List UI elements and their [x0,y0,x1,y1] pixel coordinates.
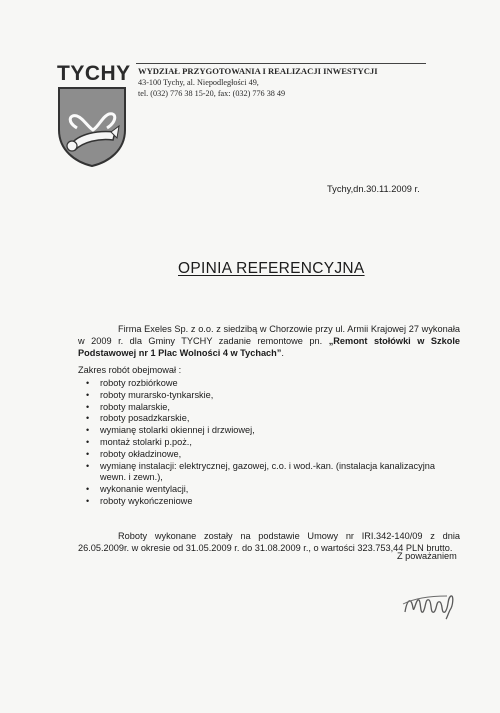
bullet-icon: • [86,401,90,412]
list-item: • roboty murarsko-tynkarskie, [86,389,214,400]
list-item: • roboty malarskie, [86,401,170,412]
intro-text-2: . [281,348,284,358]
list-item: • wymianę stolarki okiennej i drzwiowej, [86,425,255,436]
list-item: • roboty okładzinowe, [86,448,182,459]
contract-text: Roboty wykonane zostały na podstawie Umowy nr IRI.342-140/09 z dnia 26.05.2009r. w okresie od 31.05.2009 r. do 31.08.2009 r., o wartości 323.753,44 PLN brutto. [78,531,460,553]
list-item: • montaż stolarki p.poż., [86,436,192,447]
department-name: WYDZIAŁ PRZYGOTOWANIA I REALIZACJI INWESTYCJI [138,66,378,76]
department-contact: tel. (032) 776 38 15-20, fax: (032) 776 38 49 [138,89,286,98]
bullet-icon: • [86,389,90,400]
bullet-icon: • [86,378,90,388]
intro-text-1: Firma Exeles Sp. z o.o. z siedzibą w Chorzowie przy ul. Armii Krajowej 27 wykonała w 2009 r. dla Gminy TYCHY zadanie remontowe pn. [78,324,460,346]
bullet-icon: • [86,495,90,506]
letter-date: Tychy,dn.30.11.2009 r. [327,184,420,194]
city-crest-icon [57,86,127,168]
closing-salutation: Z poważaniem [397,551,457,561]
city-logo-text: TYCHY [57,62,131,85]
bullet-icon: • [86,448,90,459]
scope-label: Zakres robót obejmował : [78,365,182,375]
department-address: 43-100 Tychy, al. Niepodległości 49, [138,78,259,87]
project-name: „Remont stołówki w Szkole Podstawowej nr 1 Plac Wolności 4 w Tychach” [78,336,460,358]
signature-icon [401,590,463,620]
scope-list [86,378,458,508]
intro-paragraph [78,323,460,359]
list-item: • wymianę instalacji: elektrycznej, gazowej, c.o. i wod.-kan. (instalacja kanalizacyjna wewn. i zewn.), [86,460,435,483]
bullet-icon: • [86,460,90,471]
bullet-icon: • [86,425,90,436]
letterhead-divider [136,63,426,64]
letter-title: OPINIA REFERENCYJNA [178,260,365,277]
bullet-icon: • [86,436,90,447]
list-item: • wykonanie wentylacji, [86,484,189,495]
bullet-icon: • [86,484,90,495]
letterhead [138,66,378,99]
list-item: • roboty rozbiórkowe [86,378,178,388]
bullet-icon: • [86,413,90,424]
list-item: • roboty posadzkarskie, [86,413,190,424]
list-item: • roboty wykończeniowe [86,495,193,506]
